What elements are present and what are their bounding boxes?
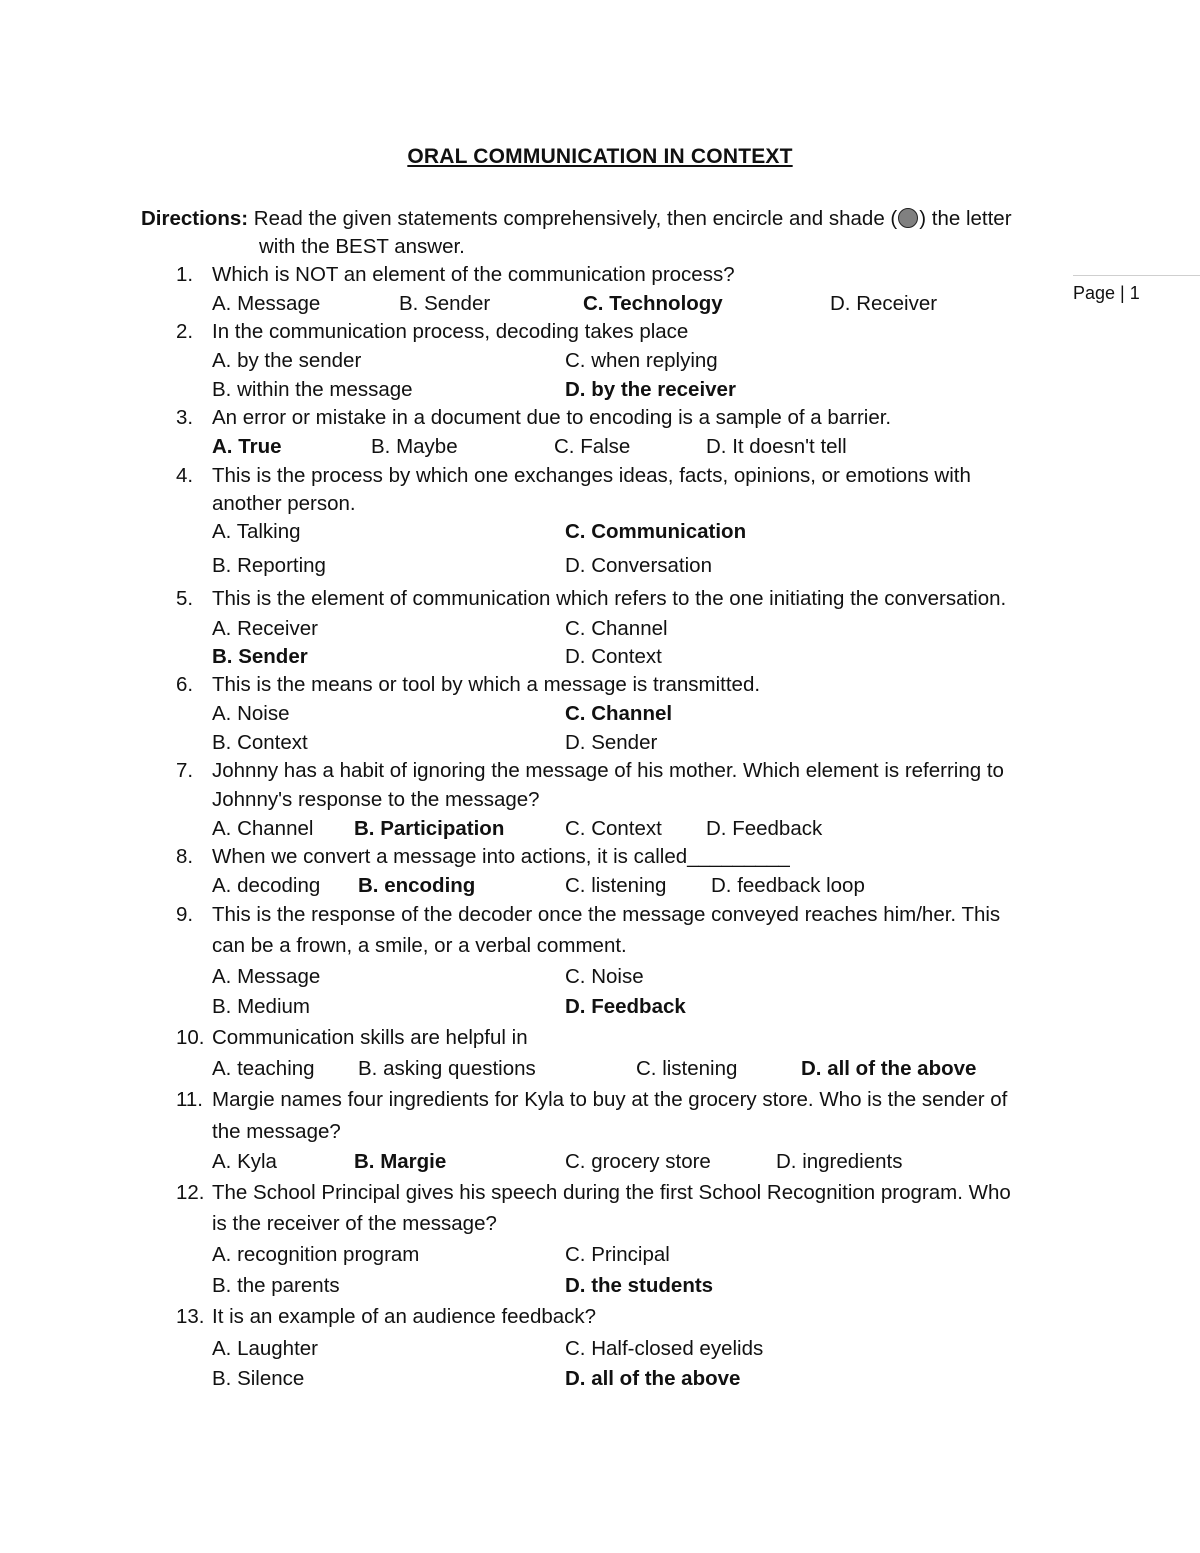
question-text: Johnny has a habit of ignoring the message of his mother. Which element is referring to xyxy=(212,759,1004,782)
option: A. Message xyxy=(212,965,321,988)
question-text: An error or mistake in a document due to encoding is a sample of a barrier. xyxy=(212,406,892,429)
option: B. Maybe xyxy=(371,435,458,458)
option: C. False xyxy=(554,435,631,458)
directions-text-after: ) the letter xyxy=(919,207,1012,230)
option: C. when replying xyxy=(565,349,718,372)
correct-option: D. Feedback xyxy=(565,995,686,1018)
option: B. the parents xyxy=(212,1274,340,1297)
option: C. Channel xyxy=(565,617,668,640)
option: D. Sender xyxy=(565,731,658,754)
question-text: Johnny's response to the message? xyxy=(212,788,540,811)
option: B. Medium xyxy=(212,995,310,1018)
correct-option: A. True xyxy=(212,435,282,458)
question-text: can be a frown, a smile, or a verbal comment. xyxy=(212,934,627,957)
option: B. within the message xyxy=(212,378,413,401)
question-text: the message? xyxy=(212,1120,341,1143)
correct-option: D. all of the above xyxy=(565,1367,741,1390)
question-number: 3. xyxy=(176,406,194,429)
option: C. listening xyxy=(636,1057,738,1080)
page-title: ORAL COMMUNICATION IN CONTEXT xyxy=(407,145,793,168)
option: C. Noise xyxy=(565,965,644,988)
option: C. grocery store xyxy=(565,1150,711,1173)
question-number: 6. xyxy=(176,673,194,696)
correct-option: B. Sender xyxy=(212,645,308,668)
question-number: 10. xyxy=(176,1026,205,1049)
option: C. Context xyxy=(565,817,662,840)
option: D. feedback loop xyxy=(711,874,865,897)
correct-option: D. all of the above xyxy=(801,1057,977,1080)
option: A. Talking xyxy=(212,520,301,543)
correct-option: B. Margie xyxy=(354,1150,447,1173)
directions-label: Directions: xyxy=(141,207,249,230)
question-text: is the receiver of the message? xyxy=(212,1212,497,1235)
option: B. Reporting xyxy=(212,554,326,577)
directions-line-2: with the BEST answer. xyxy=(259,235,465,258)
correct-option: D. by the receiver xyxy=(565,378,736,401)
directions xyxy=(141,205,1061,261)
question-text: Which is NOT an element of the communication process? xyxy=(212,263,735,286)
directions-line-1 xyxy=(141,205,1061,233)
question-text: another person. xyxy=(212,492,356,515)
option: B. asking questions xyxy=(358,1057,536,1080)
option: A. Noise xyxy=(212,702,290,725)
correct-option: C. Communication xyxy=(565,520,747,543)
question-number: 12. xyxy=(176,1181,205,1204)
question-text: This is the element of communication which refers to the one initiating the conversation. xyxy=(212,587,1007,610)
page-number: Page | 1 xyxy=(1073,275,1200,304)
shaded-circle-icon xyxy=(898,208,918,228)
question-text: Margie names four ingredients for Kyla to buy at the grocery store. Who is the sender of xyxy=(212,1088,1008,1111)
correct-option: C. Channel xyxy=(565,702,673,725)
option: A. Kyla xyxy=(212,1150,277,1173)
correct-option: B. Participation xyxy=(354,817,505,840)
question-text: It is an example of an audience feedback? xyxy=(212,1305,597,1328)
option: C. Half-closed eyelids xyxy=(565,1337,764,1360)
option: A. Message xyxy=(212,292,321,315)
question-text: The School Principal gives his speech during the first School Recognition program. Who xyxy=(212,1181,1011,1204)
option: B. Silence xyxy=(212,1367,305,1390)
option: B. Sender xyxy=(399,292,491,315)
option: A. decoding xyxy=(212,874,321,897)
question-number: 7. xyxy=(176,759,194,782)
question-number: 5. xyxy=(176,587,194,610)
option: C. listening xyxy=(565,874,667,897)
option: A. Channel xyxy=(212,817,314,840)
question-number: 13. xyxy=(176,1305,205,1328)
question-text: This is the response of the decoder once the message conveyed reaches him/her. This xyxy=(212,903,1001,926)
directions-text-before: Read the given statements comprehensively, then encircle and shade ( xyxy=(253,207,898,230)
option: D. Conversation xyxy=(565,554,712,577)
question-text: When we convert a message into actions, it is called_________ xyxy=(212,845,790,868)
question-number: 8. xyxy=(176,845,194,868)
correct-option: C. Technology xyxy=(583,292,723,315)
option: A. Laughter xyxy=(212,1337,318,1360)
option: A. recognition program xyxy=(212,1243,420,1266)
option: A. by the sender xyxy=(212,349,362,372)
question-text: This is the process by which one exchanges ideas, facts, opinions, or emotions with xyxy=(212,464,971,487)
question-text: Communication skills are helpful in xyxy=(212,1026,528,1049)
option: D. ingredients xyxy=(776,1150,903,1173)
question-text: In the communication process, decoding takes place xyxy=(212,320,689,343)
option: D. It doesn't tell xyxy=(706,435,847,458)
question-number: 1. xyxy=(176,263,194,286)
question-number: 2. xyxy=(176,320,194,343)
question-number: 9. xyxy=(176,903,194,926)
correct-option: B. encoding xyxy=(358,874,476,897)
question-number: 4. xyxy=(176,464,194,487)
option: C. Principal xyxy=(565,1243,670,1266)
option: A. Receiver xyxy=(212,617,318,640)
correct-option: D. the students xyxy=(565,1274,714,1297)
question-number: 11. xyxy=(176,1088,203,1111)
option: D. Feedback xyxy=(706,817,823,840)
option: B. Context xyxy=(212,731,308,754)
option: D. Context xyxy=(565,645,662,668)
option: D. Receiver xyxy=(830,292,938,315)
option: A. teaching xyxy=(212,1057,315,1080)
question-text: This is the means or tool by which a message is transmitted. xyxy=(212,673,761,696)
